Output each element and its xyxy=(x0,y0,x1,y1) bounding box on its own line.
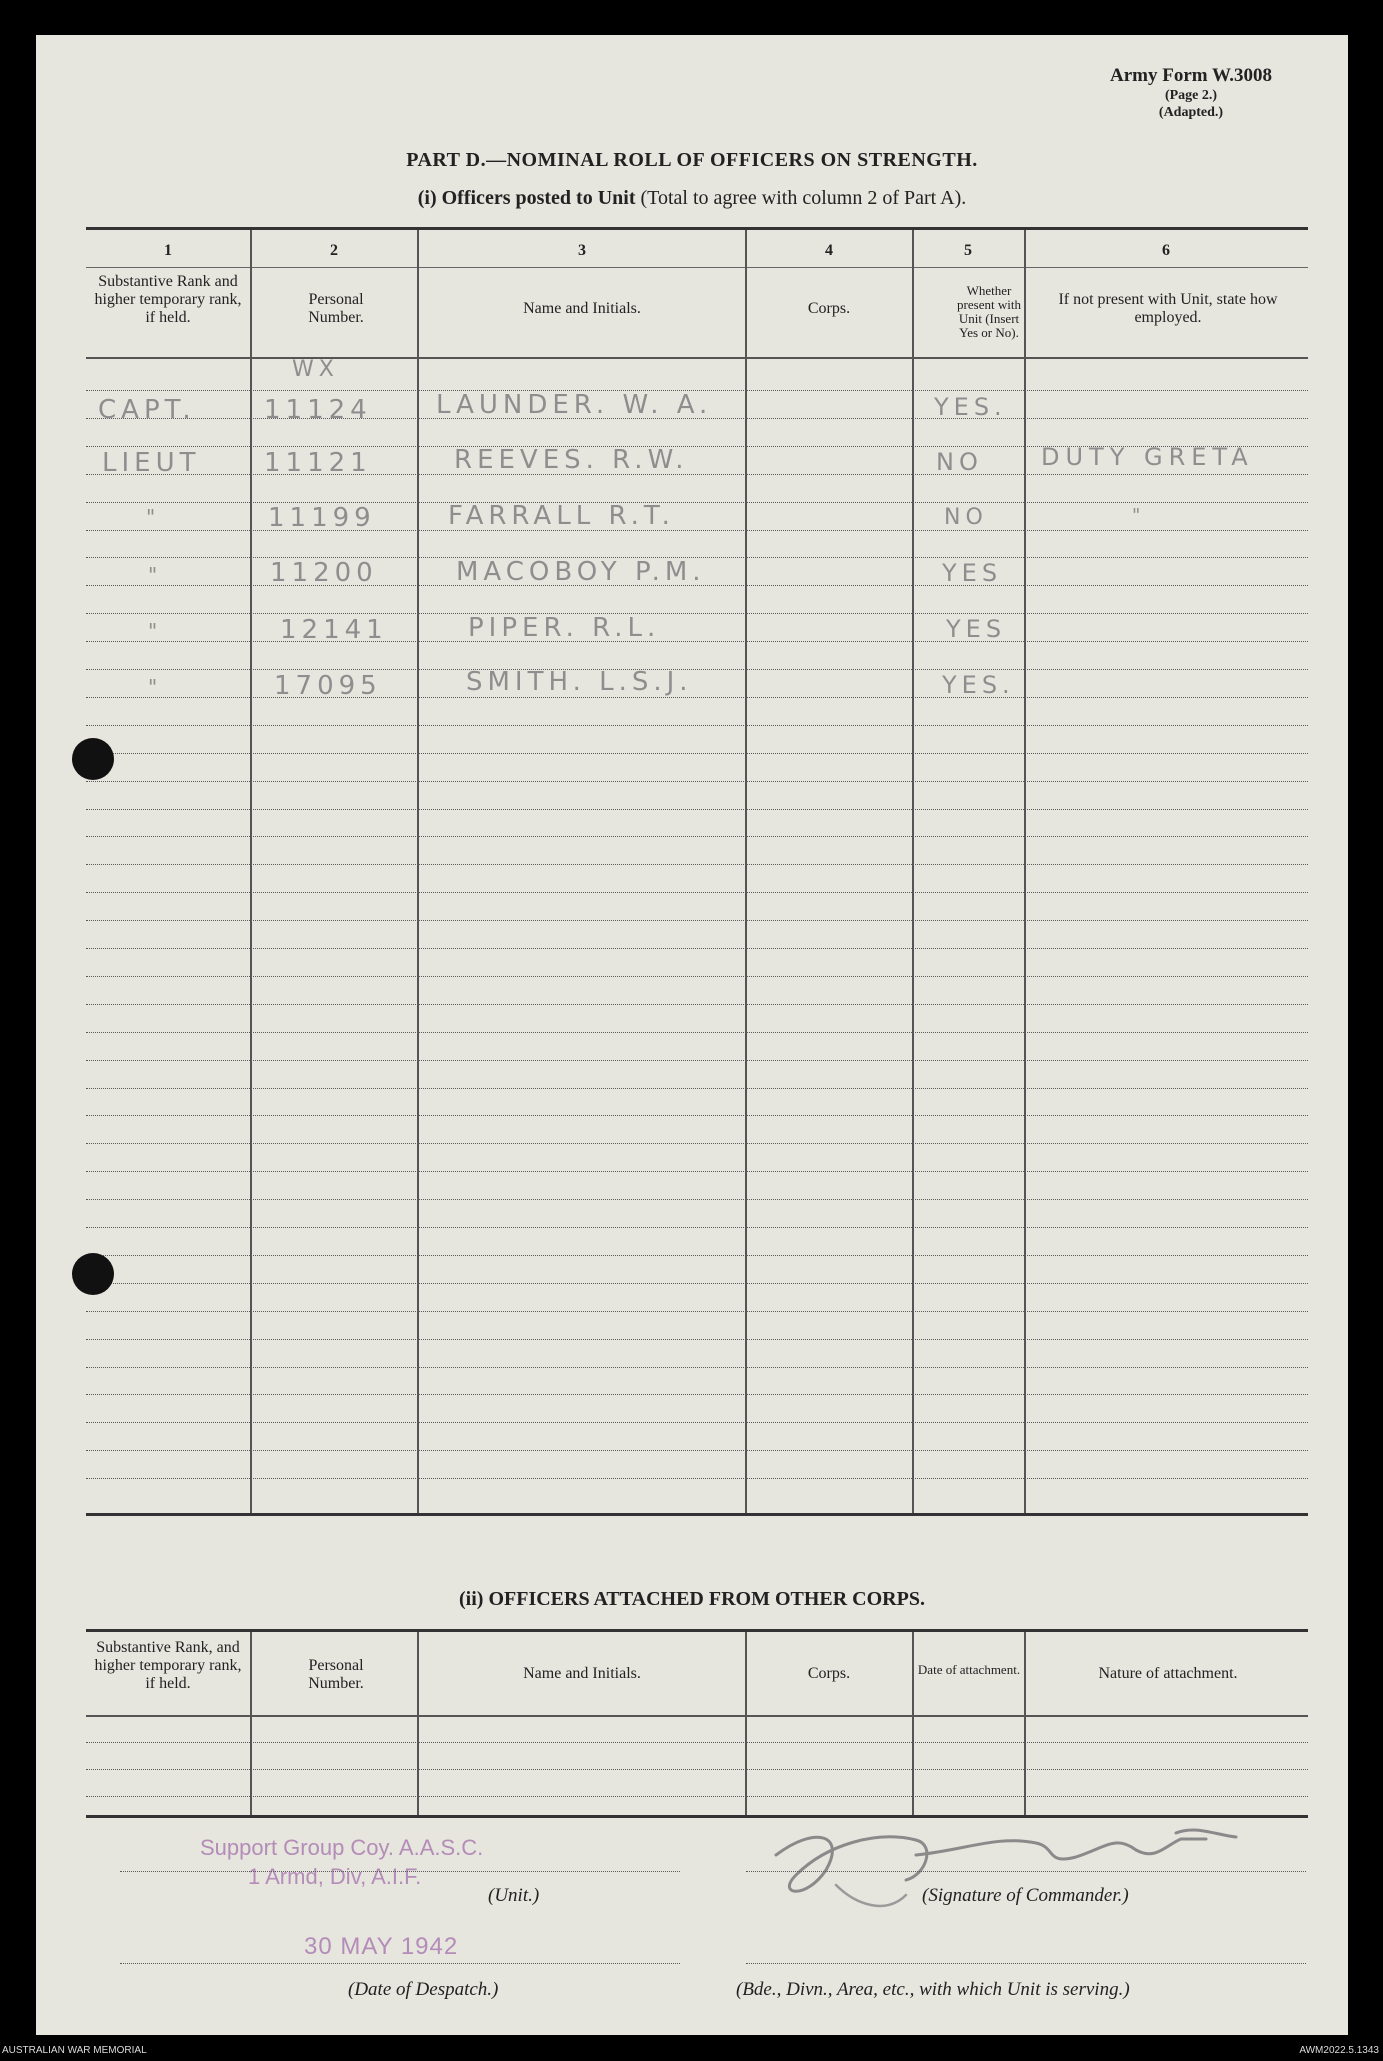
archive-reference: AWM2022.5.1343 xyxy=(1299,2045,1379,2056)
signature-line xyxy=(746,1871,1306,1872)
dotted-rule xyxy=(86,864,1308,865)
dotted-rule xyxy=(86,1339,1308,1340)
header-employed: If not present with Unit, state how employed. xyxy=(1058,291,1278,326)
header-rank: Substantive Rank and higher temporary rank, if held. xyxy=(94,273,242,326)
row4-rank: " xyxy=(148,563,163,587)
table1-divider-4 xyxy=(912,230,914,1513)
row3-present: NO xyxy=(944,505,988,530)
table1-divider-2 xyxy=(417,230,419,1513)
row5-rank: " xyxy=(148,619,163,643)
row3-rank: " xyxy=(146,505,161,529)
part-subtitle-rest: (Total to agree with column 2 of Part A). xyxy=(635,187,967,209)
header-corps: Corps. xyxy=(807,300,851,317)
commander-signature xyxy=(736,1795,1296,1945)
section2-title: (ii) OFFICERS ATTACHED FROM OTHER CORPS. xyxy=(459,1588,925,1610)
table1-divider-3 xyxy=(745,230,747,1513)
date-stamp: 30 MAY 1942 xyxy=(304,1933,459,1960)
row2-present: NO xyxy=(936,448,983,476)
table2-divider-5 xyxy=(1024,1632,1026,1815)
dotted-rule xyxy=(86,1255,1308,1256)
table1-bottom-rule xyxy=(86,1513,1308,1516)
archive-name: AUSTRALIAN WAR MEMORIAL xyxy=(2,2045,147,2056)
row5-name: PIPER. R.L. xyxy=(468,613,661,643)
dotted-rule xyxy=(86,1367,1308,1368)
dotted-rule xyxy=(86,976,1308,977)
unit-stamp-line1: Support Group Coy. A.A.S.C. xyxy=(200,1835,484,1860)
dotted-rule xyxy=(86,920,1308,921)
row1-number: 11124 xyxy=(264,395,372,425)
column-number-5: 5 xyxy=(964,242,972,259)
dotted-rule xyxy=(86,1311,1308,1312)
form-title: Army Form W.3008 xyxy=(1109,65,1272,86)
form-page: (Page 2.) xyxy=(1164,88,1218,103)
header-personal-number: Personal Number. xyxy=(308,291,364,326)
header2-nature: Nature of attachment. xyxy=(1098,1665,1238,1682)
row3-employed: " xyxy=(1132,505,1146,526)
header2-date: Date of attachment. xyxy=(917,1662,1021,1677)
row2-employed: DUTY GRETA xyxy=(1041,443,1254,471)
form-sheet xyxy=(36,35,1348,2035)
dotted-rule xyxy=(86,1769,1308,1770)
dotted-rule xyxy=(86,1478,1308,1479)
table2-divider-4 xyxy=(912,1632,914,1815)
column-number-4: 4 xyxy=(825,242,833,259)
row2-name: REEVES. R.W. xyxy=(454,445,689,475)
dotted-rule xyxy=(86,809,1308,810)
unit-label: (Unit.) xyxy=(488,1885,540,1906)
dotted-rule xyxy=(86,1742,1308,1743)
number-prefix: WX xyxy=(292,357,339,382)
row1-present: YES. xyxy=(934,393,1007,421)
table1-divider-1 xyxy=(250,230,252,1513)
row6-name: SMITH. L.S.J. xyxy=(466,667,693,697)
row5-number: 12141 xyxy=(280,615,388,645)
header2-name: Name and Initials. xyxy=(523,1665,641,1682)
row3-name: FARRALL R.T. xyxy=(448,501,675,531)
table1-header-rule xyxy=(86,357,1308,359)
dotted-rule xyxy=(86,753,1308,754)
row1-rank: CAPT. xyxy=(98,395,196,425)
dotted-rule xyxy=(86,613,1308,614)
table2-divider-1 xyxy=(250,1632,252,1815)
dotted-rule xyxy=(86,725,1308,726)
column-number-2: 2 xyxy=(330,242,338,259)
row2-rank: LIEUT xyxy=(102,448,201,478)
header2-rank: Substantive Rank, and higher temporary rank, if held. xyxy=(94,1639,242,1692)
column-number-3: 3 xyxy=(578,242,586,259)
row3-number: 11199 xyxy=(268,503,376,533)
dotted-rule xyxy=(86,1227,1308,1228)
header2-personal-number: Personal Number. xyxy=(308,1657,364,1692)
part-subtitle-bold: (i) Officers posted to Unit xyxy=(417,187,636,209)
table2-divider-2 xyxy=(417,1632,419,1815)
date-line xyxy=(120,1963,680,1964)
part-subtitle xyxy=(36,187,1348,210)
dotted-rule xyxy=(86,1143,1308,1144)
table1-divider-5 xyxy=(1024,230,1026,1513)
part-title: PART D.—NOMINAL ROLL OF OFFICERS ON STRENGTH. xyxy=(406,149,978,171)
signature-label: (Signature of Commander.) xyxy=(922,1885,1129,1906)
form-adapted: (Adapted.) xyxy=(1158,105,1224,120)
row6-rank: " xyxy=(148,675,163,699)
unit-stamp-line2: 1 Armd, Div, A.I.F. xyxy=(248,1864,422,1889)
punch-hole-lower xyxy=(72,1253,114,1295)
header-present: Whether present with Unit (Insert Yes or No). xyxy=(957,283,1021,340)
formation-label: (Bde., Divn., Area, etc., with which Unit is serving.) xyxy=(736,1979,1130,2000)
dotted-rule xyxy=(86,641,1308,642)
row1-name: LAUNDER. W. A. xyxy=(436,390,713,420)
row4-number: 11200 xyxy=(270,558,378,588)
dotted-rule xyxy=(86,1032,1308,1033)
row4-present: YES xyxy=(942,559,1003,587)
dotted-rule xyxy=(86,1199,1308,1200)
unit-line xyxy=(120,1871,680,1872)
row4-name: MACOBOY P.M. xyxy=(456,557,706,587)
row6-present: YES. xyxy=(942,671,1015,699)
table1-top-rule xyxy=(86,227,1308,230)
dotted-rule xyxy=(86,1283,1308,1284)
dotted-rule xyxy=(86,836,1308,837)
dotted-rule xyxy=(86,1004,1308,1005)
dotted-rule xyxy=(86,892,1308,893)
dotted-rule xyxy=(86,697,1308,698)
dotted-rule xyxy=(86,781,1308,782)
column-number-1: 1 xyxy=(164,242,172,259)
dotted-rule xyxy=(86,948,1308,949)
dotted-rule xyxy=(86,1394,1308,1395)
table2-top-rule xyxy=(86,1629,1308,1632)
dotted-rule xyxy=(86,1060,1308,1061)
punch-hole-upper xyxy=(72,738,114,780)
row6-number: 17095 xyxy=(274,671,382,701)
date-label: (Date of Despatch.) xyxy=(348,1979,499,2000)
form-identifier xyxy=(1110,65,1272,121)
dotted-rule xyxy=(86,1088,1308,1089)
header2-corps: Corps. xyxy=(807,1665,851,1682)
column-number-6: 6 xyxy=(1162,242,1170,259)
formation-line xyxy=(746,1963,1306,1964)
table2-header-rule xyxy=(86,1715,1308,1717)
table1-number-rule xyxy=(86,267,1308,268)
dotted-rule xyxy=(86,1115,1308,1116)
header-name: Name and Initials. xyxy=(523,300,641,317)
dotted-rule xyxy=(86,1422,1308,1423)
row5-present: YES xyxy=(946,615,1007,643)
table2-divider-3 xyxy=(745,1632,747,1815)
dotted-rule xyxy=(86,1450,1308,1451)
dotted-rule xyxy=(86,669,1308,670)
row2-number: 11121 xyxy=(264,448,372,478)
dotted-rule xyxy=(86,1171,1308,1172)
